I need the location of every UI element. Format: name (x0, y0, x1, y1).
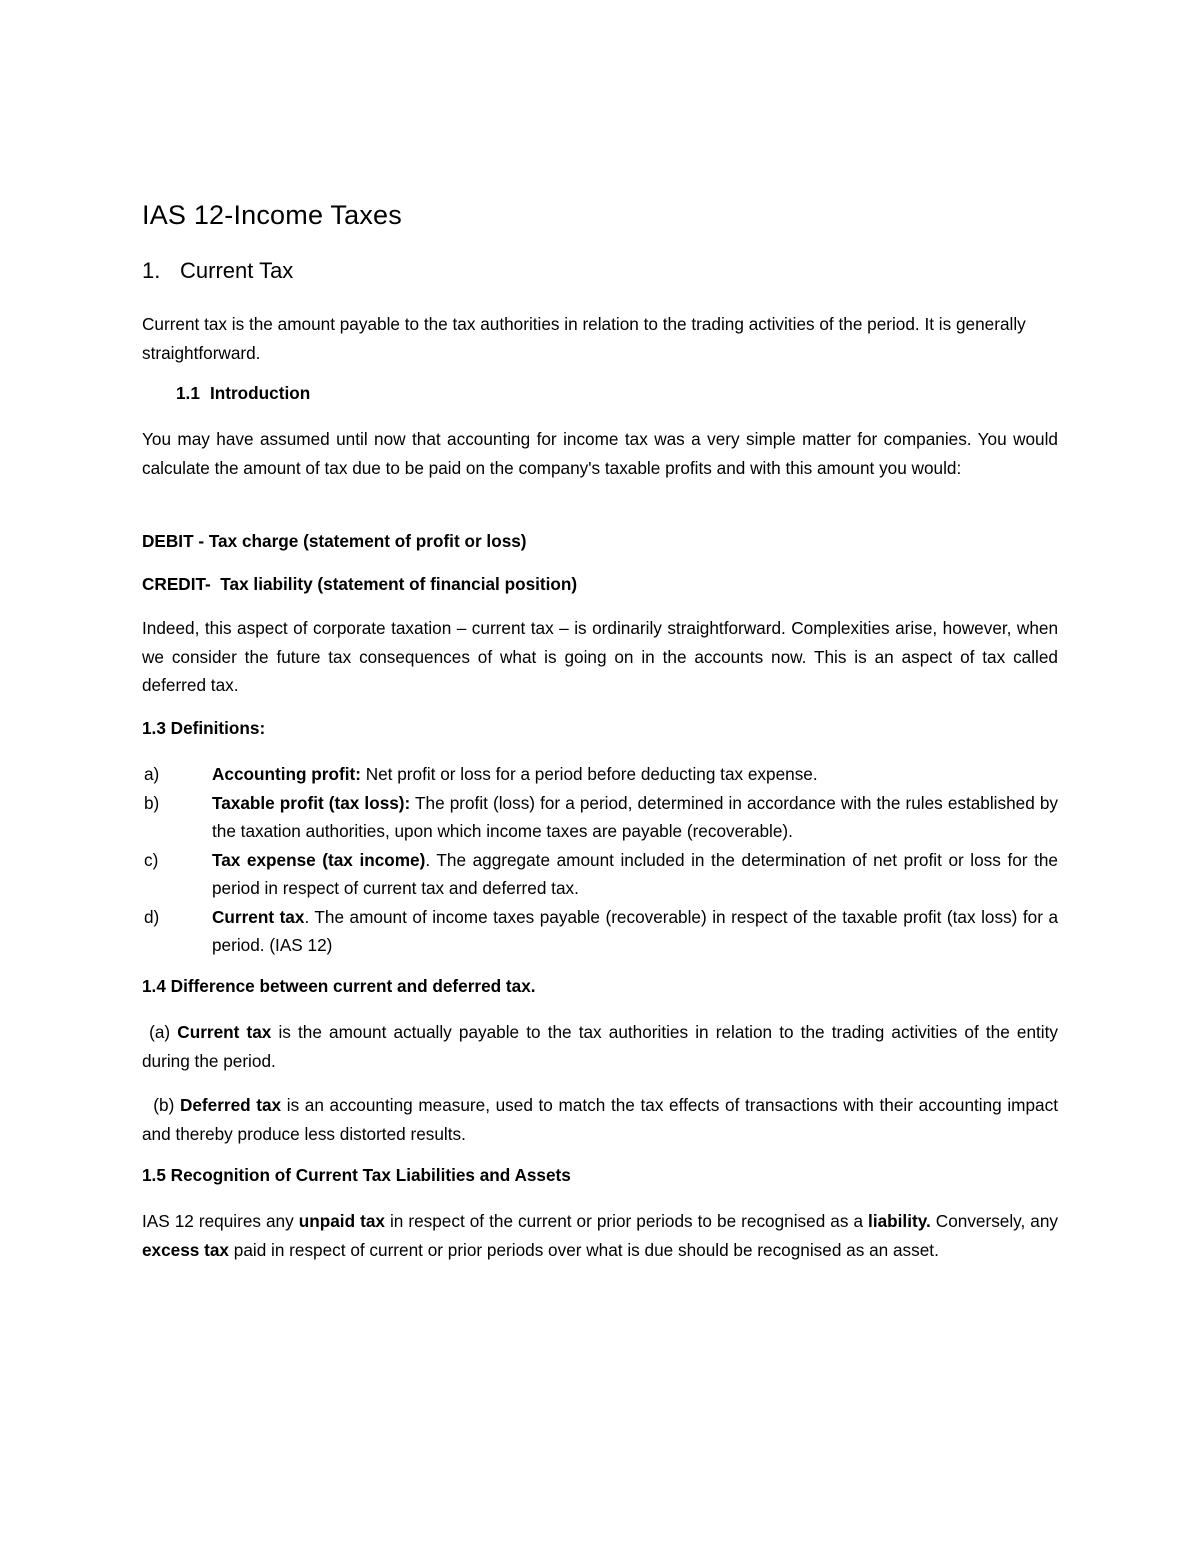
item-prefix: (b) (142, 1095, 180, 1115)
document-title: IAS 12-Income Taxes (142, 200, 402, 230)
recognition-term-unpaid-tax: unpaid tax (298, 1211, 385, 1231)
subsection-title: Introduction (210, 383, 311, 403)
list-letter: d) (144, 906, 160, 927)
recognition-paragraph (142, 1207, 1058, 1264)
recognition-text: Conversely, any (930, 1211, 1058, 1231)
recognition-heading: 1.5 Recognition of Current Tax Liabilities and Assets (142, 1165, 571, 1185)
deferred-tax-paragraph: Indeed, this aspect of corporate taxation – current tax – is ordinarily straightforward. Complexities arise, however, when we consider the future tax consequences of what is going on in the accounts now. This is an aspect of tax called deferred tax. (142, 618, 1058, 695)
document-page (142, 0, 1058, 1553)
definition-text: . The amount of income taxes payable (recoverable) in respect of the taxable profit (tax loss) for a period. (IAS 12) (212, 906, 1059, 955)
definitions-heading: 1.3 Definitions: (142, 718, 266, 738)
introduction-paragraph: You may have assumed until now that accounting for income tax was a very simple matter for companies. You would calculate the amount of tax due to be paid on the company's taxable profits and with this amount you would: (142, 429, 1058, 478)
section-heading-current-tax (142, 258, 293, 284)
definitions-list (142, 760, 1058, 960)
definition-term: Accounting profit: (212, 764, 361, 784)
difference-heading: 1.4 Difference between current and deferred tax. (142, 976, 536, 996)
debit-entry: DEBIT - Tax charge (statement of profit or loss) (142, 531, 527, 551)
item-prefix: (a) (142, 1022, 178, 1042)
list-item (142, 789, 1058, 846)
recognition-text: in respect of the current or prior periods to be recognised as a (384, 1211, 869, 1231)
section-number: 1. (142, 258, 161, 283)
definition-text: The profit (loss) for a period, determined in accordance with the rules established by the taxation authorities, upon which income taxes are payable (recoverable). (212, 792, 1059, 841)
definition-term: Current tax (212, 906, 305, 927)
section-title: Current Tax (180, 258, 294, 283)
difference-text: is the amount actually payable to the tax authorities in relation to the trading activities of the entity during the period. (142, 1022, 1058, 1071)
recognition-text: paid in respect of current or prior periods over what is due should be recognised as an asset. (228, 1239, 939, 1260)
list-item (142, 760, 1058, 789)
recognition-term-liability: liability. (868, 1211, 931, 1231)
definition-term: Tax expense (tax income) (212, 849, 426, 870)
difference-term: Deferred tax (179, 1095, 282, 1115)
difference-term: Current tax (177, 1022, 272, 1042)
credit-entry: CREDIT- Tax liability (statement of financial position) (142, 574, 578, 594)
definition-term: Taxable profit (tax loss): (212, 792, 411, 813)
list-item (142, 903, 1058, 960)
recognition-term-excess-tax: excess tax (142, 1239, 229, 1260)
definition-text: . The aggregate amount included in the determination of net profit or loss for the period in respect of current tax and deferred tax. (212, 849, 1058, 898)
difference-text: is an accounting measure, used to match the tax effects of transactions with their accounting impact and thereby produce less distorted results. (142, 1095, 1058, 1144)
intro-paragraph: Current tax is the amount payable to the tax authorities in relation to the trading activities of the period. It is generally straightforward. (142, 314, 1026, 363)
current-tax-difference (142, 1018, 1058, 1075)
list-letter: b) (144, 792, 160, 813)
subsection-number: 1.1 (176, 383, 200, 403)
list-letter: c) (144, 849, 159, 870)
definition-text: Net profit or loss for a period before deducting tax expense. (360, 764, 818, 784)
list-letter: a) (144, 764, 160, 784)
subsection-heading-introduction (176, 383, 310, 404)
deferred-tax-difference (142, 1091, 1058, 1148)
list-item (142, 846, 1058, 903)
recognition-text: IAS 12 requires any (142, 1211, 299, 1231)
